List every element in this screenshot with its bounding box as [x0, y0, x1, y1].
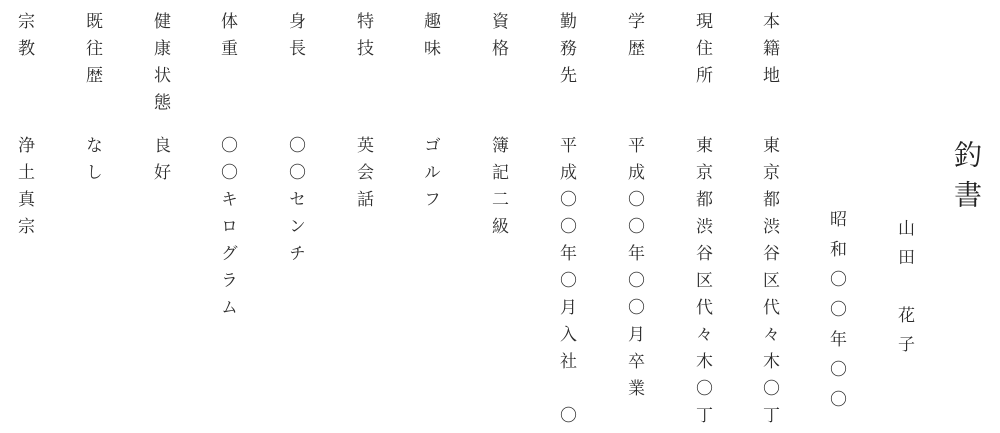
field-label-genjusho: 現住所: [693, 12, 712, 93]
field-label-shukyo: 宗教: [15, 12, 34, 66]
birthdate-text: 昭和〇〇年〇〇: [827, 210, 846, 420]
field-value-shincho: 〇〇センチ: [286, 136, 305, 271]
field-label-kioreki: 既往歴: [83, 12, 102, 93]
field-value-kinmusaki: 平成〇〇年〇月入社 〇: [557, 136, 576, 433]
field-value-kenkojotai: 良好: [151, 136, 170, 190]
field-label-shikaku: 資格: [489, 12, 508, 66]
field-label-honsekichi: 本籍地: [760, 12, 779, 93]
field-label-kenkojotai: 健康状態: [151, 12, 170, 120]
field-value-honsekichi: 東京都渋谷区代々木〇丁: [760, 136, 779, 433]
field-value-shukyo: 浄土真宗: [15, 136, 34, 244]
field-label-shincho: 身長: [286, 12, 305, 66]
field-value-genjusho: 東京都渋谷区代々木〇丁: [693, 136, 712, 433]
field-label-shumi: 趣味: [421, 12, 440, 66]
person-name: 山田 花子: [895, 219, 914, 364]
field-label-kinmusaki: 勤務先: [557, 12, 576, 93]
field-value-kioreki: なし: [83, 136, 102, 190]
field-value-shumi: ゴルフ: [421, 136, 440, 217]
field-value-taiju: 〇〇キログラム: [218, 136, 237, 325]
field-value-shikaku: 簿記二級: [489, 136, 508, 244]
document-title: 釣書: [951, 140, 982, 220]
field-value-gakureki: 平成〇〇年〇〇月卒業: [625, 136, 644, 406]
field-label-gakureki: 学歴: [625, 12, 644, 66]
field-label-tokugi: 特技: [354, 12, 373, 66]
field-value-tokugi: 英会話: [354, 136, 373, 217]
field-label-taiju: 体重: [218, 12, 237, 66]
